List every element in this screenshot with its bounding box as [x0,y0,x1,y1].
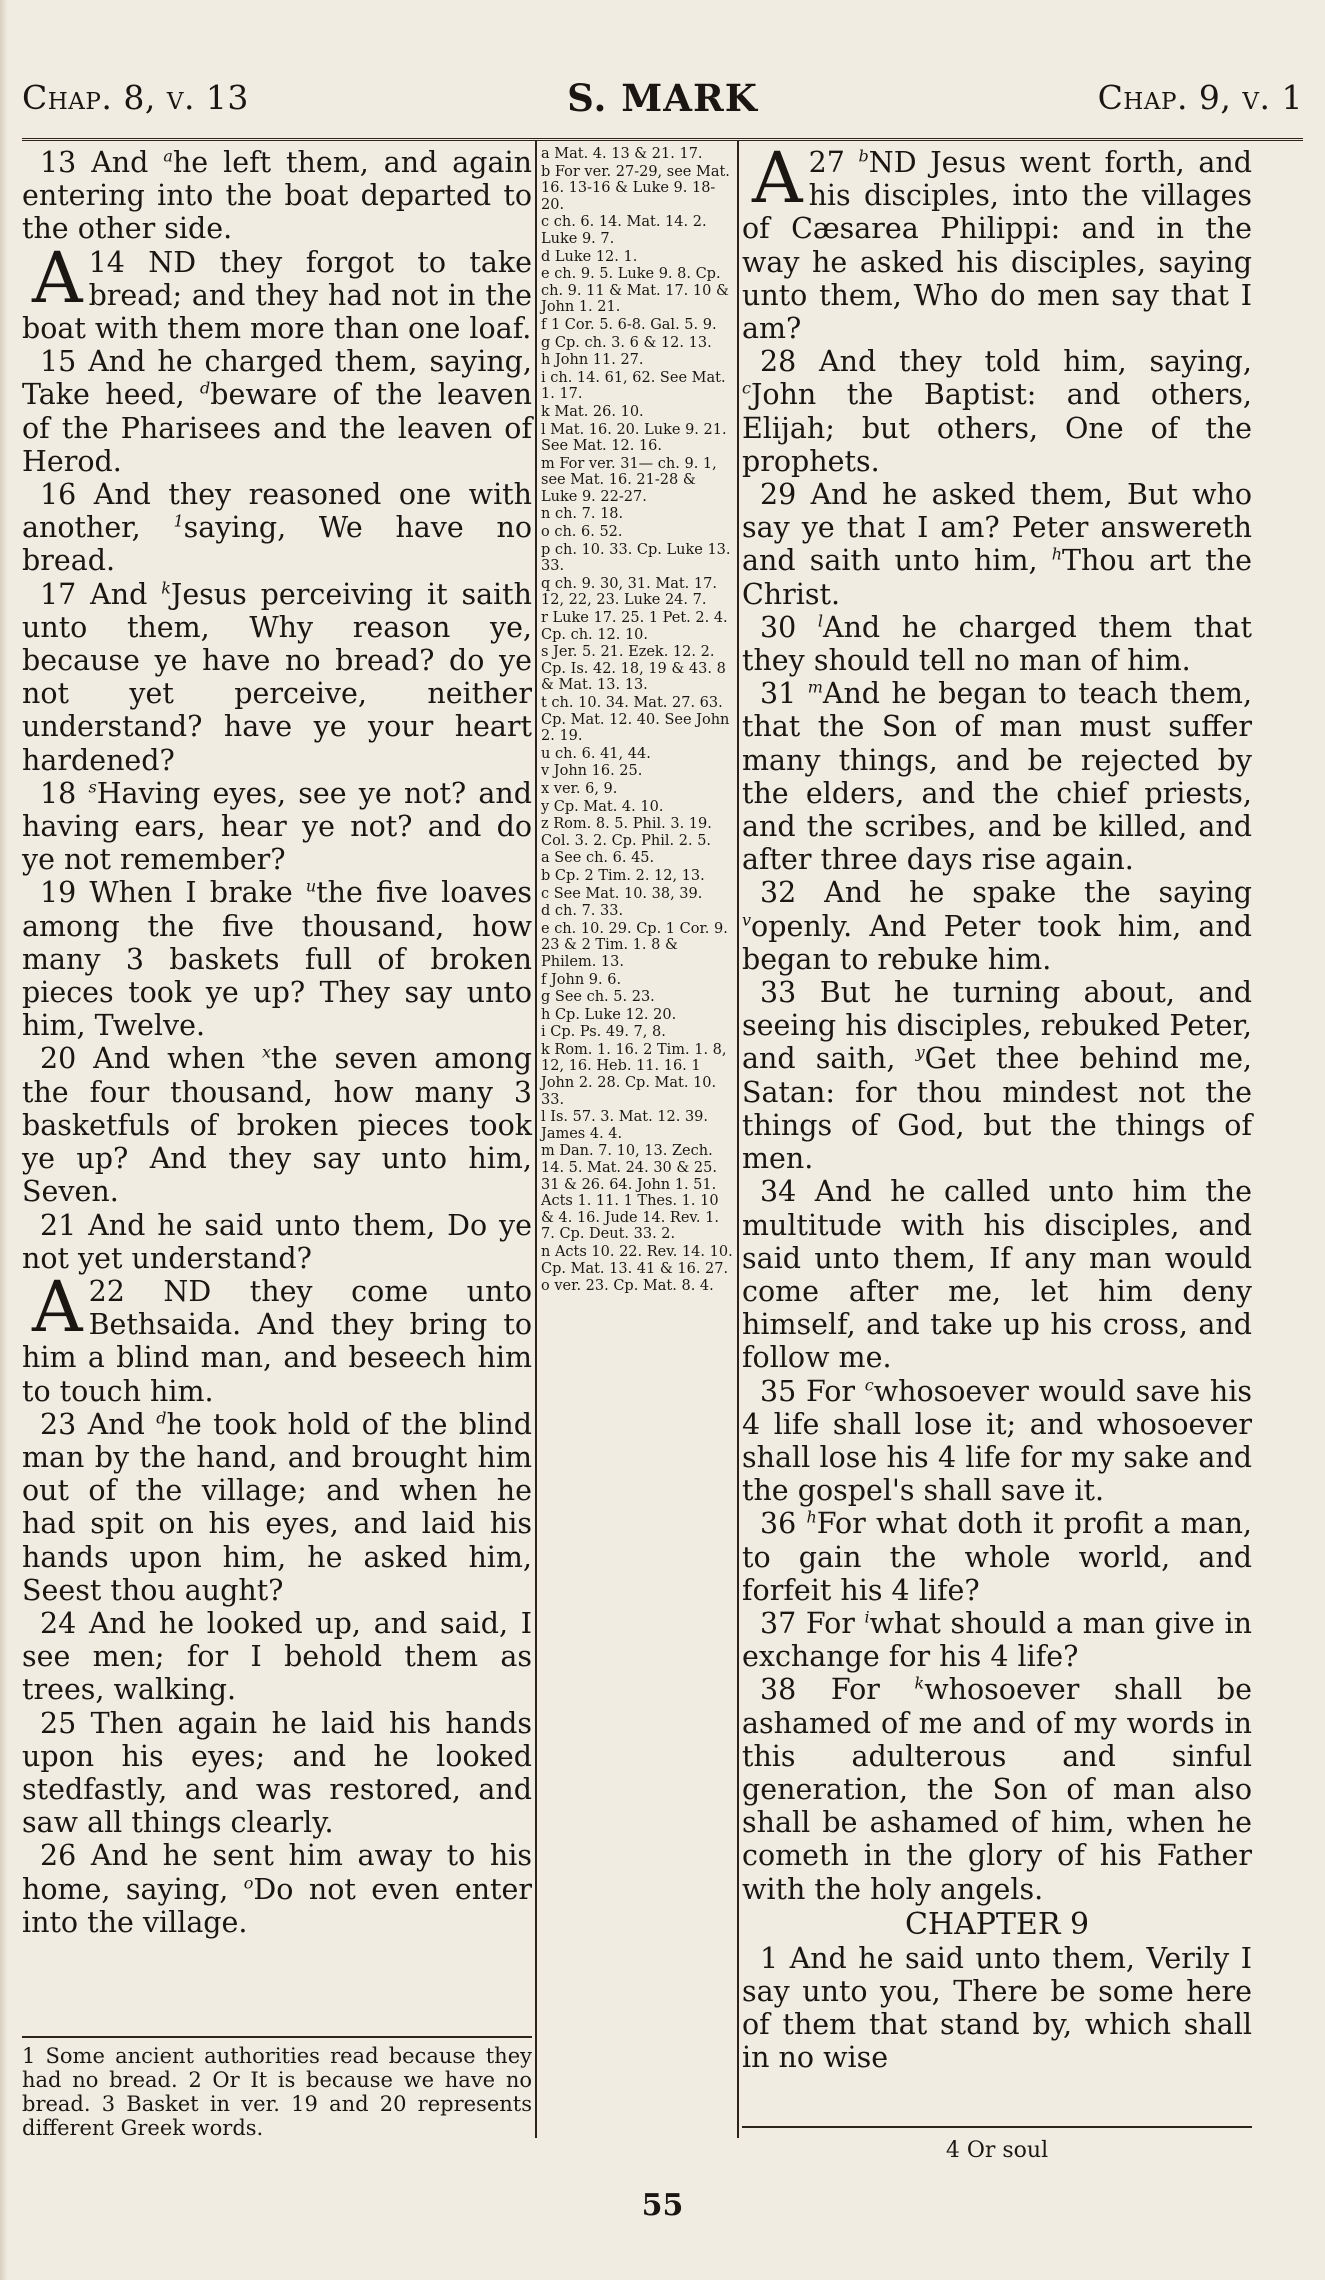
cross-reference-marker: u [305,876,317,896]
verse-text: 24 And he looked up, and said, I see men; for I behold them as trees, walking. [22,1606,532,1707]
header-left: Chap. 8, v. 13 [22,78,249,117]
cross-reference-entry: l Is. 57. 3. Mat. 12. 39. James 4. 4. [541,1109,709,1142]
verse [22,1408,532,1607]
running-head [22,70,1303,132]
verse-text: 34 And he called unto him the multitude with his disciples, and said unto them, If any man would come after me, let him deny himself, and take up his cross, and follow me. [742,1175,1252,1375]
cross-reference-entry: i ch. 14. 61, 62. See Mat. 1. 17. [541,369,726,403]
cross-reference-marker: s [88,777,97,797]
column-rule-left [535,140,537,2138]
cross-reference-entry: e ch. 9. 5. Luke 9. 8. Cp. ch. 9. 11 & Mat. 17. 10 & John 1. 21. [541,266,729,316]
verse-text: 32 And he spake the saying [760,876,1252,910]
cross-reference-entry: h Cp. Luke 12. 20. [541,1006,677,1023]
footnote-right: 4 Or soul [742,2126,1252,2164]
cross-reference-entry: u ch. 6. 41, 44. [541,745,651,762]
cross-reference-marker: y [915,1042,925,1062]
page-number: 55 [641,2188,684,2223]
cross-reference-entry: g See ch. 5. 23. [541,989,655,1006]
verse-text: ND they forgot to take bread; and they had not in the boat with them more than one loaf. [22,245,532,346]
cross-reference-entry: o ch. 6. 52. [541,524,623,541]
cross-reference-entry: v John 16. 25. [541,763,643,780]
verse-text-continued: For what doth it profit a man, to gain the whole world, and forfeit his 4 life? [742,1507,1252,1607]
cross-reference-entry: s Jer. 5. 21. Ezek. 12. 2. Cp. Is. 42. 18, 19 & 43. 8 & Mat. 13. 13. [541,644,726,694]
verse [742,876,1252,976]
cross-reference-marker: l [817,611,823,631]
verse-text-continued: the five loaves among the five thousand, how many 3 baskets full of broken pieces took ye up? They say unto him, Twelve. [22,876,532,1043]
cross-reference-marker: i [864,1607,870,1627]
cross-reference-entry: m For ver. 31— ch. 9. 1, see Mat. 16. 21-28 & Luke 9. 22-27. [541,455,717,505]
cross-reference-entry: r Luke 17. 25. 1 Pet. 2. 4. Cp. ch. 12. 10. [541,610,728,643]
verse-text-continued: Jesus perceiving it saith unto them, Why reason ye, because ye have no bread? do ye not yet perceive, neither understand? have ye your heart hardened? [22,577,532,777]
verse [22,1265,533,1408]
verse [742,1375,1252,1508]
verse-text-continued: he took hold of the blind man by the hand, and brought him out of the village; and when he had spit on his eyes, and laid his hands upon him, he asked him, Seest thou aught? [22,1407,532,1607]
verse-text: 21 And he said unto them, Do ye not yet understand? [22,1208,532,1275]
drop-cap: A [752,137,803,219]
cross-reference-entry: d ch. 7. 33. [541,903,624,920]
cross-reference-entry: q ch. 9. 30, 31. Mat. 17. 12, 22, 23. Luke 24. 7. [541,575,717,609]
verse-text: ND Jesus went forth, and his disciples, into the villages of Cæsarea Philippi: and in the way he asked his disciples, saying unto them, Who do men say that I am? [742,146,1253,346]
verse-text-continued: Having eyes, see ye not? and having ears, hear ye not? and do ye not remember? [22,776,533,877]
cross-reference-entry: z Rom. 8. 5. Phil. 3. 19. Col. 3. 2. Cp. Phil. 2. 5. [541,816,712,849]
verse [742,1673,1252,1905]
verse-text: 29 And he asked them, But who say ye that I am? Peter answereth and saith unto him, [742,478,1252,578]
cross-reference-entry: y Cp. Mat. 4. 10. [541,798,664,815]
verse-text: 23 And [40,1407,157,1441]
footnote-left: 1 Some ancient authorities read because they had no bread. 2 Or It is because we have no bread. 3 Basket in ver. 19 and 20 represents different Greek words. [22,2036,532,2140]
verse-text-continued: what should a man give in exchange for his 4 life? [742,1606,1252,1674]
verse-number: 22 [88,1274,125,1308]
verse [22,1707,532,1840]
verse-text: 38 For [760,1673,915,1707]
column-rule-right [737,140,739,2138]
verse-text-continued: And he charged them that they should tell no man of him. [742,610,1252,678]
verse [22,777,532,877]
cross-reference-entry: b For ver. 27-29, see Mat. 16. 13-16 & Luke 9. 18-20. [541,163,730,213]
verse [742,137,1253,346]
cross-reference-marker: c [742,378,751,398]
cross-reference-entry: d Luke 12. 1. [541,248,638,265]
verse [742,976,1252,1175]
verse [22,1042,532,1208]
verse-text: 17 And [40,577,162,611]
cross-reference-marker: a [163,146,173,166]
verse-text: 15 And he charged them, saying, Take heed, [22,345,532,412]
verse-text: 35 For [760,1374,865,1408]
verse-text: 18 [40,776,89,810]
verse [742,478,1252,611]
cross-reference-entry: k Rom. 1. 16. 2 Tim. 1. 8, 12, 16. Heb. 11. 16. 1 John 2. 28. Cp. Mat. 10. 33. [541,1041,727,1108]
cross-reference-entry: t ch. 10. 34. Mat. 27. 63. Cp. Mat. 12. 40. See John 2. 19. [541,695,730,745]
verse-text: 25 Then again he laid his hands upon his eyes; and he looked stedfastly, and was restored, and saw all things clearly. [22,1706,532,1840]
cross-reference-entry: c ch. 6. 14. Mat. 14. 2. Luke 9. 7. [541,214,707,247]
verse-text: 16 And they reasoned one with another, [22,478,532,545]
verse [22,236,532,346]
verse-text-continued: John the Baptist: and others, Elijah; but others, One of the prophets. [742,378,1252,478]
right-text-column [742,137,1253,2146]
verse-text: 36 [760,1507,807,1541]
verse-text: 13 And [40,146,164,179]
header-right: Chap. 9, v. 1 [1097,78,1303,117]
verse [742,1607,1252,1673]
verse [22,876,532,1042]
cross-reference-entry: o ver. 23. Cp. Mat. 8. 4. [541,1278,714,1295]
left-text-column [22,146,532,2026]
verse-text-continued: whosoever shall be ashamed of me and of my words in this adulterous and sinful generation, the Son of man also shall be ashamed of him, when he cometh in the glory of his Father with the holy angels. [742,1673,1252,1906]
verse-text: 31 [760,677,808,711]
verse-text-continued: openly. And Peter took him, and began to rebuke him. [742,909,1252,976]
cross-reference-marker: h [1051,544,1063,564]
verse-text-continued: And he began to teach them, that the Son of man must suffer many things, and be rejected by the elders, and the chief priests, and the scribes, and be killed, and after three days rise again. [742,677,1253,877]
chapter-heading: CHAPTER 9 [904,1906,1090,1942]
verse-text-continued: he left them, and again entering into the boat departed to the other side. [22,146,532,246]
cross-reference-marker: c [864,1375,874,1395]
page-edge [0,0,8,2280]
verse-text-continued: saying, We have no bread. [22,511,532,578]
cross-reference-entry: h John 11. 27. [541,352,644,369]
cross-reference-marker: h [806,1507,817,1527]
cross-reference-entry: g Cp. ch. 3. 6 & 12. 13. [541,334,712,351]
verse-text: 20 And when [40,1042,262,1076]
cross-reference-entry: f John 9. 6. [541,971,622,988]
cross-reference-entry: n ch. 7. 18. [541,506,624,523]
verse [742,1175,1252,1374]
cross-reference-entry: m Dan. 7. 10, 13. Zech. 14. 5. Mat. 24. 30 & 25. 31 & 26. 64. John 1. 51. Acts 1. 11. 1 Thes. 1. 10 & 4. 16. Jude 14. Rev. 1. 7. Cp. Deut. 33. 2. [541,1143,719,1243]
cross-reference-entry: f 1 Cor. 5. 6-8. Gal. 5. 9. [541,316,717,333]
verse: 1 And he said unto them, Verily I say unto you, There be some here of them that stand by, which shall in no wise [742,1941,1252,2075]
cross-reference-entry: b Cp. 2 Tim. 2. 12, 13. [541,867,705,884]
cross-reference-entry: i Cp. Ps. 49. 7, 8. [541,1024,666,1041]
verse-text: ND they come unto Bethsaida. And they bring to him a blind man, and beseech him to touch him. [22,1274,533,1408]
cross-reference-marker: o [243,1873,254,1893]
header-title: S. MARK [567,76,758,120]
cross-reference-marker: d [156,1408,167,1428]
verse-text-continued: the seven among the four thousand, how many 3 basketfuls of broken pieces took ye up? And they say unto him, Seven. [22,1042,532,1209]
verse [22,578,532,777]
verse-text-continued: Get thee behind me, Satan: for thou mindest not the things of God, but the things of men. [742,1042,1252,1176]
cross-reference-marker: b [858,146,869,166]
verse-text-continued: whosoever would save his 4 life shall lose it; and whosoever shall lose his 4 life for my sake and the gospel's shall save it. [742,1374,1252,1508]
verse [742,677,1252,876]
cross-reference-entry: c See Mat. 10. 38, 39. [541,885,703,902]
cross-reference-marker: m [807,677,823,697]
verse [22,1839,532,1939]
cross-reference-entry: e ch. 10. 29. Cp. 1 Cor. 9. 23 & 2 Tim. 1. 8 & Philem. 13. [541,920,728,970]
cross-reference-marker: k [914,1673,925,1693]
cross-reference-entry: l Mat. 16. 20. Luke 9. 21. See Mat. 12. 16. [541,421,727,455]
cross-reference-marker: x [261,1042,272,1062]
header-rule [22,138,1303,141]
cross-reference-marker: k [161,578,171,598]
verse [742,611,1252,677]
verse [22,1607,532,1707]
verse [742,345,1252,478]
verse-text: 28 And they told him, saying, [760,345,1252,379]
verse-text-continued: Do not even enter into the village. [22,1872,532,1939]
verse-text: 30 [760,610,818,644]
verse-text: 19 When I brake [40,876,306,910]
cross-reference-entry: x ver. 6, 9. [541,780,618,797]
cross-reference-entry: a See ch. 6. 45. [541,850,655,867]
drop-cap: A [32,236,83,319]
cross-reference-entry: p ch. 10. 33. Cp. Luke 13. 33. [541,541,731,575]
cross-reference-entry: n Acts 10. 22. Rev. 14. 10. Cp. Mat. 13. 41 & 16. 27. [541,1244,733,1277]
verse [742,1507,1252,1607]
verse-text: 37 For [760,1606,865,1640]
cross-reference-entry: a Mat. 4. 13 & 21. 17. [541,146,703,162]
verse [22,345,532,478]
verse-number: 27 [808,146,845,179]
drop-cap: A [32,1265,83,1348]
verse-text-continued: Thou art the Christ. [742,544,1252,611]
cross-reference-column [541,146,734,2096]
verse [22,146,532,246]
verse-text: 26 And he sent him away to his home, saying, [22,1839,532,1906]
cross-reference-marker: 1 [173,511,184,531]
cross-reference-marker: d [200,378,211,398]
verse-text: 33 But he turning about, and seeing his disciples, rebuked Peter, and saith, [742,976,1252,1076]
verse-number: 14 [88,245,125,279]
cross-reference-marker: v [742,910,752,930]
verse [22,478,532,578]
cross-reference-entry: k Mat. 26. 10. [541,403,644,420]
verse [22,1209,532,1275]
verse-text-continued: beware of the leaven of the Pharisees and the leaven of Herod. [22,378,533,478]
